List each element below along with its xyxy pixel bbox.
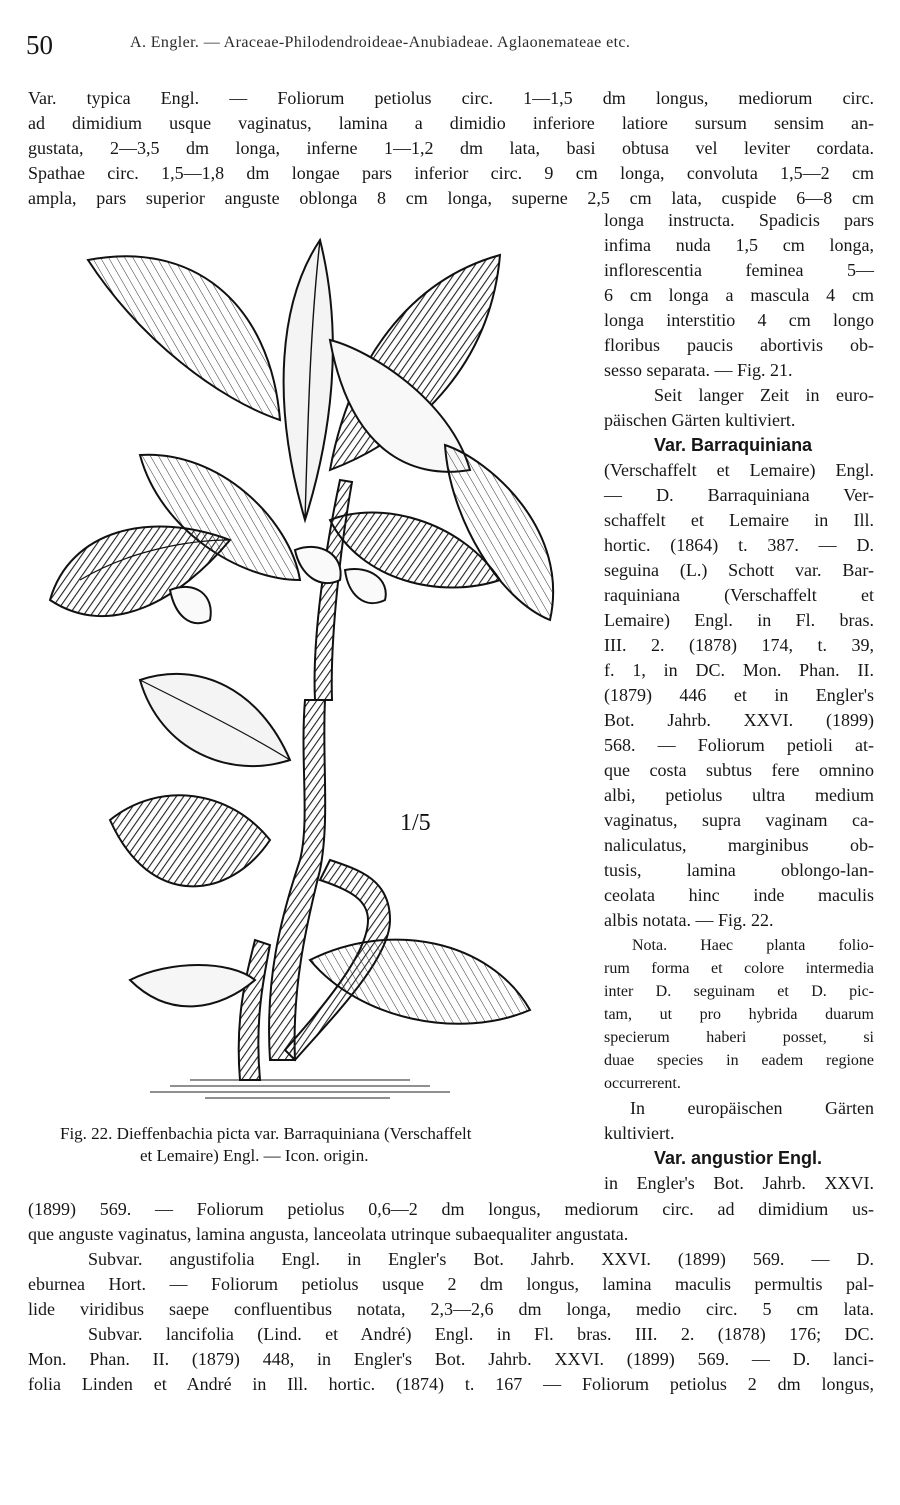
body-line: kultiviert. bbox=[604, 1123, 675, 1143]
body-line: In europäischen Gärten bbox=[630, 1098, 874, 1118]
body-line: III. 2. (1878) 174, t. 39, bbox=[604, 635, 874, 655]
ground bbox=[150, 1080, 450, 1098]
nota-line: occurrerent. bbox=[604, 1075, 681, 1092]
variety-heading: Var. Barraquiniana bbox=[654, 435, 813, 455]
body-line: seguina (L.) Schott var. Bar- bbox=[604, 560, 874, 580]
body-line: in Engler's Bot. Jahrb. XXVI. bbox=[604, 1173, 874, 1193]
body-line: ampla, pars superior anguste oblonga 8 cm longa, superne 2,5 cm lata, cuspide 6—8 cm bbox=[28, 188, 874, 208]
nota-line: Nota. Haec planta folio- bbox=[632, 937, 874, 954]
body-line: (Verschaffelt et Lemaire) Engl. bbox=[604, 460, 874, 480]
running-head: A. Engler. — Araceae-Philodendroideae-Anubiadeae. Aglaonemateae etc. bbox=[130, 34, 631, 51]
body-line: schaffelt et Lemaire in Ill. bbox=[604, 510, 874, 530]
body-line: Subvar. lancifolia (Lind. et André) Engl. in Fl. bras. III. 2. (1878) 176; DC. bbox=[88, 1324, 874, 1344]
body-line: vaginatus, supra vaginam ca- bbox=[604, 810, 874, 830]
page-number: 50 bbox=[26, 30, 53, 60]
body-line: infima nuda 1,5 cm longa, bbox=[604, 235, 874, 255]
body-line: f. 1, in DC. Mon. Phan. II. bbox=[604, 660, 874, 680]
body-line: ceolata hinc inde maculis bbox=[604, 885, 874, 905]
body-line: Lemaire) Engl. in Fl. bras. bbox=[604, 610, 874, 630]
body-line: Subvar. angustifolia Engl. in Engler's Bot. Jahrb. XXVI. (1899) 569. — D. bbox=[88, 1249, 874, 1269]
body-line: albi, petiolus ultra medium bbox=[604, 785, 874, 805]
nota-line: inter D. seguinam et D. pic- bbox=[604, 983, 874, 1000]
figure-caption bbox=[60, 1123, 600, 1167]
nota-line: specierum haberi posset, si bbox=[604, 1029, 874, 1046]
body-line: lide viridibus saepe confluentibus notata, 2,3—2,6 dm longa, medio circ. 5 cm lata. bbox=[28, 1299, 874, 1319]
body-line: albis notata. — Fig. 22. bbox=[604, 910, 774, 930]
body-line: longa instructa. Spadicis pars bbox=[604, 210, 874, 230]
body-line: que costa subtus fere omnino bbox=[604, 760, 874, 780]
nota-line: duae species in eadem regione bbox=[604, 1052, 874, 1069]
body-line: hortic. (1864) t. 387. — D. bbox=[604, 535, 874, 555]
nota-line: rum forma et colore intermedia bbox=[604, 960, 874, 977]
body-line: gustata, 2—3,5 dm longa, inferne 1—1,2 dm lata, basi obtusa vel leviter cordata. bbox=[28, 138, 874, 158]
body-line: päischen Gärten kultiviert. bbox=[604, 410, 796, 430]
body-line: 568. — Foliorum petioli at- bbox=[604, 735, 874, 755]
body-line: Var. typica Engl. — Foliorum petiolus circ. 1—1,5 dm longus, mediorum circ. bbox=[28, 88, 874, 108]
body-line: — D. Barraquiniana Ver- bbox=[604, 485, 874, 505]
body-line: inflorescentia feminea 5— bbox=[604, 260, 874, 280]
caption-line: et Lemaire) Engl. — Icon. origin. bbox=[140, 1146, 369, 1165]
variety-heading: Var. angustior Engl. bbox=[654, 1148, 823, 1168]
body-line: longa interstitio 4 cm longo bbox=[604, 310, 874, 330]
body-line: Spathae circ. 1,5—1,8 dm longae pars inferior circ. 9 cm longa, convoluta 1,5—2 cm bbox=[28, 163, 874, 183]
nota-line: tam, ut pro hybrida duarum bbox=[604, 1006, 874, 1023]
body-line: tusis, lamina oblongo-lan- bbox=[604, 860, 874, 880]
body-line: sesso separata. — Fig. 21. bbox=[604, 360, 793, 380]
body-line: Bot. Jahrb. XXVI. (1899) bbox=[604, 710, 874, 730]
body-line: Seit langer Zeit in euro- bbox=[654, 385, 874, 405]
body-line: raquiniana (Verschaffelt et bbox=[604, 585, 874, 605]
body-line: ad dimidium usque vaginatus, lamina a dimidio inferiore latiore sursum sensim an- bbox=[28, 113, 874, 133]
body-line: folia Linden et André in Ill. hortic. (1874) t. 167 — Foliorum petiolus 2 dm longus, bbox=[28, 1374, 874, 1394]
body-line: naliculatus, marginibus ob- bbox=[604, 835, 874, 855]
caption-line: Fig. 22. Dieffenbachia picta var. Barraquiniana (Verschaffelt bbox=[60, 1124, 472, 1143]
body-line: que anguste vaginatus, lamina angusta, lanceolata utrinque subaequaliter angustata. bbox=[28, 1224, 629, 1244]
body-line: eburnea Hort. — Foliorum petiolus usque 2 dm longus, lamina maculis permultis pal- bbox=[28, 1274, 874, 1294]
body-line: (1899) 569. — Foliorum petiolus 0,6—2 dm longus, mediorum circ. ad dimidium us- bbox=[28, 1199, 874, 1219]
body-line: floribus paucis abortivis ob- bbox=[604, 335, 874, 355]
plant-illustration bbox=[30, 220, 590, 1110]
scale-label: 1/5 bbox=[400, 810, 431, 836]
body-line: 6 cm longa a mascula 4 cm bbox=[604, 285, 874, 305]
body-line: (1879) 446 et in Engler's bbox=[604, 685, 874, 705]
body-line: Mon. Phan. II. (1879) 448, in Engler's Bot. Jahrb. XXVI. (1899) 569. — D. lanci- bbox=[28, 1349, 874, 1369]
